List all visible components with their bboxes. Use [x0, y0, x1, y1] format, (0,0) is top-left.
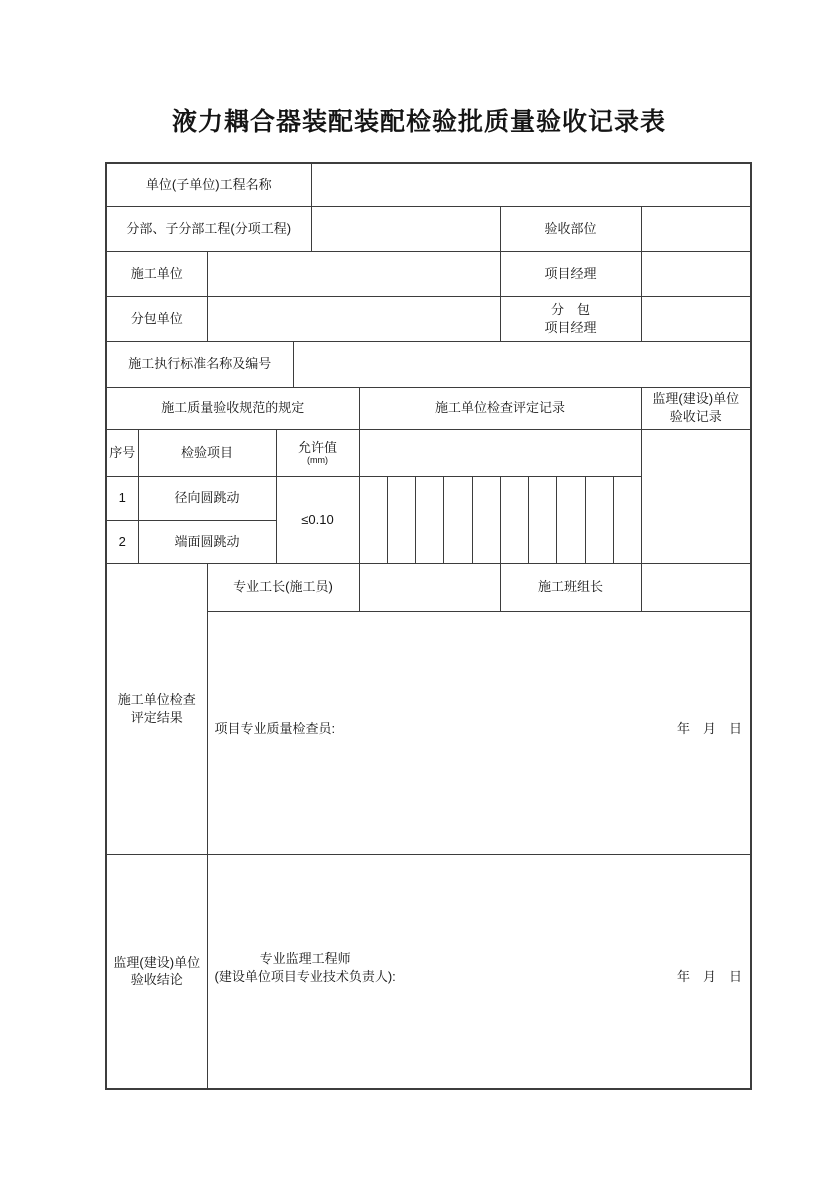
acceptance-record-table	[105, 162, 752, 1090]
foreman-label: 专业工长(施工员)	[207, 563, 359, 611]
page-title: 液力耦合器装配装配检验批质量验收记录表	[171, 108, 666, 136]
evaluation-result-label-line2: 评定结果	[130, 709, 183, 725]
conclusion-area[interactable]	[207, 854, 751, 1089]
item-seq: 1	[106, 476, 138, 520]
check-record-cell[interactable]	[387, 476, 415, 563]
acceptance-part-value[interactable]	[641, 206, 751, 251]
item-seq: 2	[106, 520, 138, 563]
spec-provisions-header: 施工质量验收规范的规定	[106, 387, 359, 429]
item-name: 端面圆跳动	[138, 520, 276, 563]
supervision-record-header-line2: 验收记录	[669, 409, 722, 424]
conclusion-label-line1: 监理(建设)单位	[113, 954, 201, 970]
supervision-record-header-line1: 监理(建设)单位	[652, 391, 740, 407]
check-record-cell[interactable]	[613, 476, 641, 563]
engineer-label-line2: (建设单位项目专业技术负责人):	[214, 968, 396, 984]
check-record-cell[interactable]	[472, 476, 500, 563]
supervision-record-header	[641, 387, 751, 429]
standard-name-label: 施工执行标准名称及编号	[106, 341, 293, 387]
subsection-project-label: 分部、子分部工程(分项工程)	[106, 206, 311, 251]
engineer-label-line1: 专业监理工程师	[259, 951, 351, 967]
check-record-cell[interactable]	[443, 476, 472, 563]
evaluation-result-label	[106, 563, 207, 854]
subcontractor-value[interactable]	[207, 296, 500, 341]
construction-unit-label: 施工单位	[106, 251, 207, 296]
team-leader-value[interactable]	[641, 563, 751, 611]
standard-name-value[interactable]	[293, 341, 751, 387]
team-leader-label: 施工班组长	[500, 563, 641, 611]
inspector-label: 项目专业质量检查员:	[214, 721, 336, 737]
supervision-record-value[interactable]	[641, 429, 751, 563]
acceptance-part-label: 验收部位	[500, 206, 641, 251]
subsection-project-value[interactable]	[311, 206, 500, 251]
foreman-value[interactable]	[359, 563, 500, 611]
check-record-cell[interactable]	[528, 476, 556, 563]
subcontractor-label: 分包单位	[106, 296, 207, 341]
conclusion-date: 年 月 日	[676, 968, 742, 984]
allowed-value: ≤0.10	[276, 476, 359, 563]
conclusion-label	[106, 854, 207, 1089]
seq-header: 序号	[106, 429, 138, 476]
evaluation-date: 年 月 日	[676, 721, 742, 737]
check-record-cell[interactable]	[500, 476, 528, 563]
check-record-cell[interactable]	[359, 476, 387, 563]
check-record-blank[interactable]	[359, 429, 641, 476]
subcontract-pm-value[interactable]	[641, 296, 751, 341]
check-record-cell[interactable]	[556, 476, 585, 563]
check-record-cell[interactable]	[585, 476, 613, 563]
subcontract-pm-label-line2: 项目经理	[544, 319, 597, 335]
unit-project-name-value[interactable]	[311, 163, 751, 206]
item-header: 检验项目	[138, 429, 276, 476]
subcontract-pm-label-line1: 分 包	[550, 301, 590, 317]
project-manager-label: 项目经理	[500, 251, 641, 296]
evaluation-area[interactable]	[207, 611, 751, 854]
evaluation-result-label-line1: 施工单位检查	[117, 691, 196, 707]
project-manager-value[interactable]	[641, 251, 751, 296]
engineer-label	[215, 950, 396, 985]
construction-unit-value[interactable]	[207, 251, 500, 296]
check-record-header: 施工单位检查评定记录	[359, 387, 641, 429]
unit-project-name-label: 单位(子单位)工程名称	[106, 163, 311, 206]
allowed-value-unit: (mm)	[307, 454, 328, 465]
check-record-cell[interactable]	[415, 476, 443, 563]
subcontract-pm-label	[500, 296, 641, 341]
item-name: 径向圆跳动	[138, 476, 276, 520]
conclusion-label-line2: 验收结论	[130, 972, 183, 988]
allowed-value-header-text: 允许值	[297, 440, 337, 456]
allowed-value-header	[276, 429, 359, 476]
